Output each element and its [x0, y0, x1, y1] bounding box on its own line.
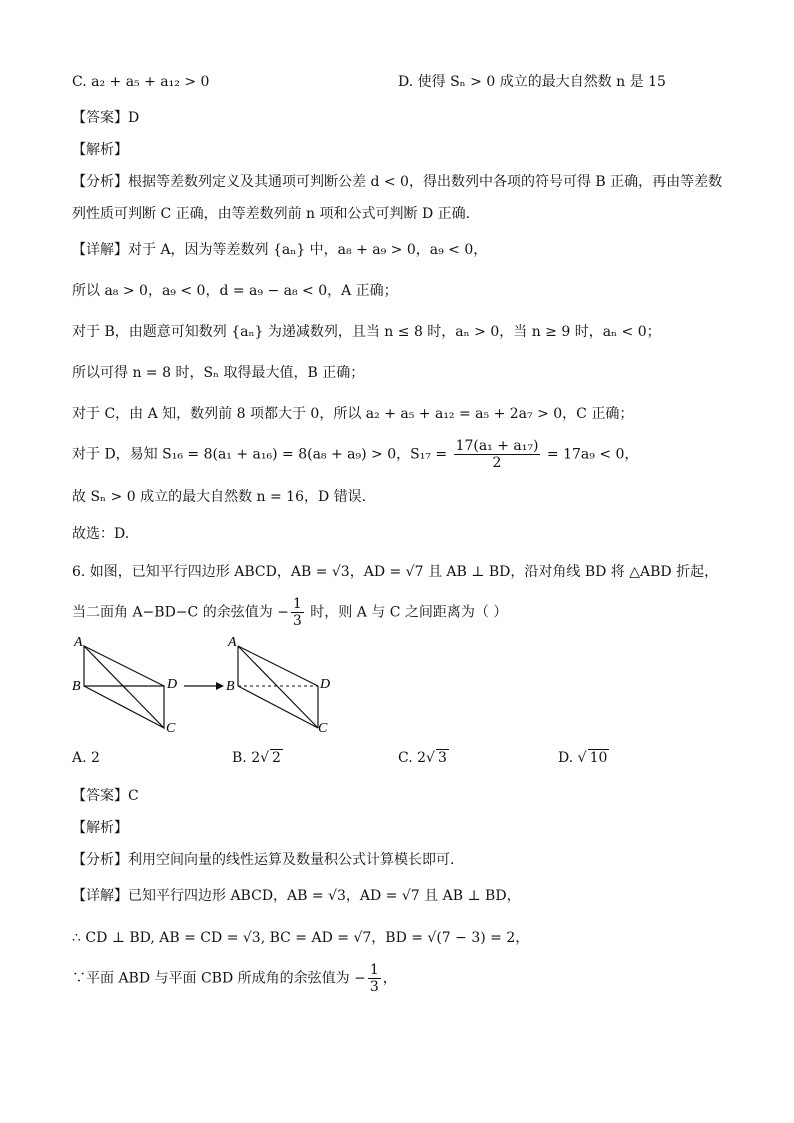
q6-stem-right: 时，则 A 与 C 之间距离为（ ） [305, 604, 508, 621]
figure-right-label-d: D [320, 677, 331, 692]
q6-option-a: A. 2 [72, 750, 100, 766]
figure-left-label-b: B [72, 679, 81, 694]
q6-figure [68, 632, 348, 742]
figure-right-label-a: A [228, 635, 237, 650]
fraction-denominator: 3 [292, 613, 302, 629]
q6-option-c-prefix: C. 2 [398, 750, 427, 766]
q6-detail-line-2: ∴ CD ⊥ BD, AB = CD = √3, BC = AD = √7，BD = √(7 − 3) = 2， [72, 930, 530, 946]
detail-line-3: 对于 B，由题意可知数列 {aₙ} 为递减数列，且当 n ≤ 8 时，aₙ > 0，当 n ≥ 9 时，aₙ < 0； [72, 324, 661, 340]
q6-option-d-radicand: 10 [589, 750, 608, 766]
q6-stem-line-2 [72, 596, 507, 629]
fraction-numerator: 17(a₁ + a₁₇) [455, 438, 539, 454]
fraction-denominator: 2 [492, 455, 502, 471]
q6-option-c: C. 2√ 3 [398, 750, 447, 766]
q6-detail-line-1: 【详解】已知平行四边形 ABCD，AB = √3，AD = √7 且 AB ⊥ BD， [72, 888, 521, 904]
detail-line-7: 故 Sₙ > 0 成立的最大自然数 n = 16，D 错误. [72, 489, 367, 505]
choose-line: 故选：D. [72, 526, 130, 542]
q6-detail-line-3-right: ， [382, 970, 397, 987]
detail-line-2: 所以 a₈ > 0，a₉ < 0，d = a₉ − a₈ < 0，A 正确； [72, 283, 398, 299]
answer-line: 【答案】D [72, 110, 140, 126]
figure-right-label-c: C [318, 721, 328, 736]
q6-option-d-prefix: D. [558, 750, 578, 766]
fraction [454, 438, 541, 471]
q6-fenxi: 【分析】利用空间向量的线性运算及数量积公式计算模长即可. [72, 852, 455, 868]
q6-analysis-heading: 【解析】 [72, 820, 128, 836]
q6-detail-line-3 [72, 962, 397, 995]
figure-right-label-b: B [226, 679, 235, 694]
arrow-icon [184, 682, 224, 690]
detail-line-1: 【详解】对于 A，因为等差数列 {aₙ} 中，a₈ + a₉ > 0，a₉ < 0， [72, 242, 488, 258]
q6-option-b-radicand: 2 [272, 750, 281, 766]
fraction-numerator: 1 [369, 962, 379, 978]
detail-line-6-left: 对于 D，易知 S₁₆ = 8(a₁ + a₁₆) = 8(a₈ + a₉) > 0，S₁₇ = [72, 446, 452, 463]
q6-stem-line-1: 6. 如图，已知平行四边形 ABCD，AB = √3，AD = √7 且 AB ⊥ BD，沿对角线 BD 将 △ABD 折起， [72, 564, 719, 580]
q6-detail-line-3-left: ∵平面 ABD 与平面 CBD 所成角的余弦值为 − [72, 970, 366, 987]
fraction-numerator: 1 [292, 596, 302, 612]
fraction [291, 596, 304, 629]
option-c: C. a₂ + a₅ + a₁₂ > 0 [72, 74, 210, 90]
option-d: D. 使得 Sₙ > 0 成立的最大自然数 n 是 15 [398, 74, 666, 90]
analysis-fenxi-line-1: 【分析】根据等差数列定义及其通项可判断公差 d < 0，得出数列中各项的符号可得 B 正确，再由等差数 [72, 174, 723, 190]
detail-line-6 [72, 438, 638, 471]
fraction [368, 962, 381, 995]
fraction-denominator: 3 [369, 979, 379, 995]
detail-line-5: 对于 C，由 A 知，数列前 8 项都大于 0，所以 a₂ + a₅ + a₁₂ = a₅ + 2a₇ > 0，C 正确； [72, 406, 634, 422]
q6-option-d: D. √ 10 [558, 750, 608, 766]
q6-option-b-prefix: B. 2 [232, 750, 261, 766]
detail-line-4: 所以可得 n = 8 时，Sₙ 取得最大值，B 正确； [72, 365, 365, 381]
q6-option-c-radicand: 3 [437, 750, 447, 766]
q6-option-b: B. 2√ 2 [232, 750, 281, 766]
detail-line-6-right: = 17a₉ < 0， [542, 446, 639, 463]
figure-left-label-d: D [167, 677, 178, 692]
q6-answer-line: 【答案】C [72, 788, 139, 804]
figure-left-label-c: C [166, 721, 176, 736]
figure-right-folded [226, 635, 330, 736]
analysis-fenxi-line-2: 列性质可判断 C 正确，由等差数列前 n 项和公式可判断 D 正确. [72, 206, 471, 222]
analysis-heading: 【解析】 [72, 142, 128, 158]
q6-stem-left: 当二面角 A−BD−C 的余弦值为 − [72, 604, 289, 621]
figure-left-parallelogram [72, 635, 177, 736]
figure-left-label-a: A [74, 635, 83, 650]
